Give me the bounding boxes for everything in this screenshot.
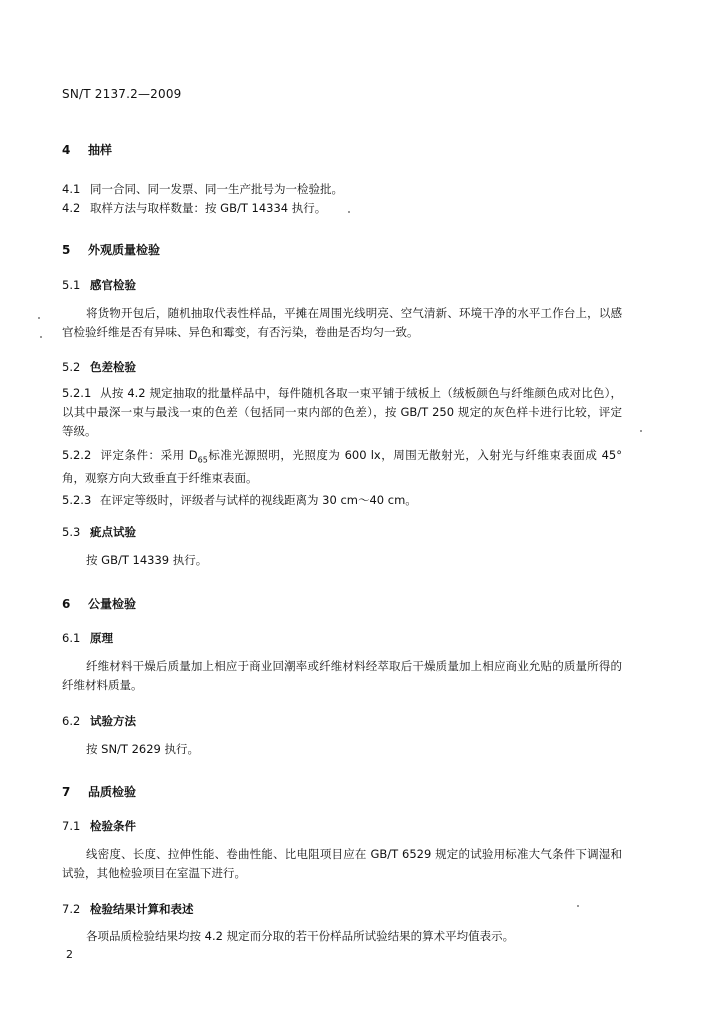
paragraph-7-1: 线密度、长度、拉伸性能、卷曲性能、比电阻项目应在 GB/T 6529 规定的试验用标准大气条件下调湿和试验，其他检验项目在室温下进行。 <box>62 847 622 880</box>
subsection-title: 色差检验 <box>90 360 136 374</box>
section-6-heading <box>62 595 136 612</box>
subsection-5-1-heading <box>62 277 136 293</box>
subsection-title: 感官检验 <box>90 278 136 292</box>
subsection-number: 5.3 <box>62 525 81 539</box>
scan-speck <box>40 336 42 338</box>
subsection-title: 原理 <box>90 631 113 645</box>
paragraph-6-2: 按 SN/T 2629 执行。 <box>86 742 200 756</box>
scan-speck <box>38 317 40 319</box>
section-7-heading <box>62 783 136 800</box>
paragraph-7-2: 各项品质检验结果均按 4.2 规定而分取的若干份样品所试验结果的算术平均值表示。 <box>86 929 515 943</box>
section-title: 公量检验 <box>88 597 137 611</box>
clause-4-2 <box>62 200 326 216</box>
paragraph-5-3: 按 GB/T 14339 执行。 <box>86 553 208 567</box>
clause-5-2-1 <box>62 384 622 441</box>
subsection-5-2-heading <box>62 359 136 375</box>
clause-number: 5.2.2 <box>62 448 92 462</box>
subsection-title: 检验条件 <box>90 819 136 833</box>
scan-speck <box>348 211 350 213</box>
clause-number: 5.2.1 <box>62 386 92 400</box>
paragraph-5-1: 将货物开包后，随机抽取代表性样品，平摊在周围光线明亮、空气清新、环境干净的水平工作台上，以感官检验纤维是否有异味、异色和霉变，有否污染，卷曲是否均匀一致。 <box>62 306 622 339</box>
section-title: 抽样 <box>88 143 113 157</box>
clause-number: 4.1 <box>62 182 81 196</box>
section-title: 外观质量检验 <box>88 243 161 257</box>
section-4-heading <box>62 141 112 158</box>
subsection-number: 7.1 <box>62 819 81 833</box>
subsection-6-2-heading <box>62 713 136 729</box>
illuminant-subscript: 65 <box>197 455 208 465</box>
subsection-title: 疵点试验 <box>90 525 136 539</box>
subsection-7-2-heading <box>62 901 194 917</box>
standard-header: SN/T 2137.2—2009 <box>62 87 182 101</box>
subsection-number: 5.2 <box>62 360 81 374</box>
section-number: 4 <box>62 143 71 157</box>
section-number: 6 <box>62 597 71 611</box>
clause-text: 从按 4.2 规定抽取的批量样品中，每件随机各取一束平铺于绒板上（绒板颜色与纤维颜色成对比色），以其中最深一束与最浅一束的色差（包括同一束内部的色差），按 GB/T 250 规定的灰色样卡进行比较，评定等级。 <box>62 386 622 438</box>
section-number: 5 <box>62 243 71 257</box>
subsection-number: 7.2 <box>62 902 81 916</box>
clause-5-2-3 <box>62 491 622 510</box>
subsection-title: 检验结果计算和表述 <box>90 902 194 916</box>
subsection-number: 5.1 <box>62 278 81 292</box>
clause-text: 同一合同、同一发票、同一生产批号为一检验批。 <box>90 182 343 196</box>
section-5-heading <box>62 241 160 258</box>
clause-number: 4.2 <box>62 201 81 215</box>
subsection-number: 6.2 <box>62 714 81 728</box>
page-number: 2 <box>66 948 73 961</box>
clause-number: 5.2.3 <box>62 493 92 507</box>
clause-text: 取样方法与取样数量：按 GB/T 14334 执行。 <box>90 201 327 215</box>
subsection-title: 试验方法 <box>90 714 136 728</box>
clause-text: 在评定等级时，评级者与试样的视线距离为 30 cm～40 cm。 <box>100 493 417 507</box>
subsection-7-1-heading <box>62 818 136 834</box>
subsection-number: 6.1 <box>62 631 81 645</box>
paragraph-6-1: 纤维材料干燥后质量加上相应于商业回潮率或纤维材料经萃取后干燥质量加上相应商业允贴的质量所得的纤维材料质量。 <box>62 659 622 692</box>
clause-4-1 <box>62 181 343 197</box>
clause-text-post: 标准光源照明，光照度为 600 lx，周围无散射光，入射光与纤维束表面成 45°角，观察方向大致垂直于纤维束表面。 <box>62 448 622 486</box>
subsection-5-3-heading <box>62 524 136 540</box>
subsection-6-1-heading <box>62 630 113 646</box>
clause-5-2-2 <box>62 446 622 488</box>
section-title: 品质检验 <box>88 785 137 799</box>
section-number: 7 <box>62 785 71 799</box>
scan-speck <box>577 905 579 907</box>
clause-text-pre: 评定条件：采用 D <box>100 448 198 462</box>
scan-speck <box>640 430 642 432</box>
